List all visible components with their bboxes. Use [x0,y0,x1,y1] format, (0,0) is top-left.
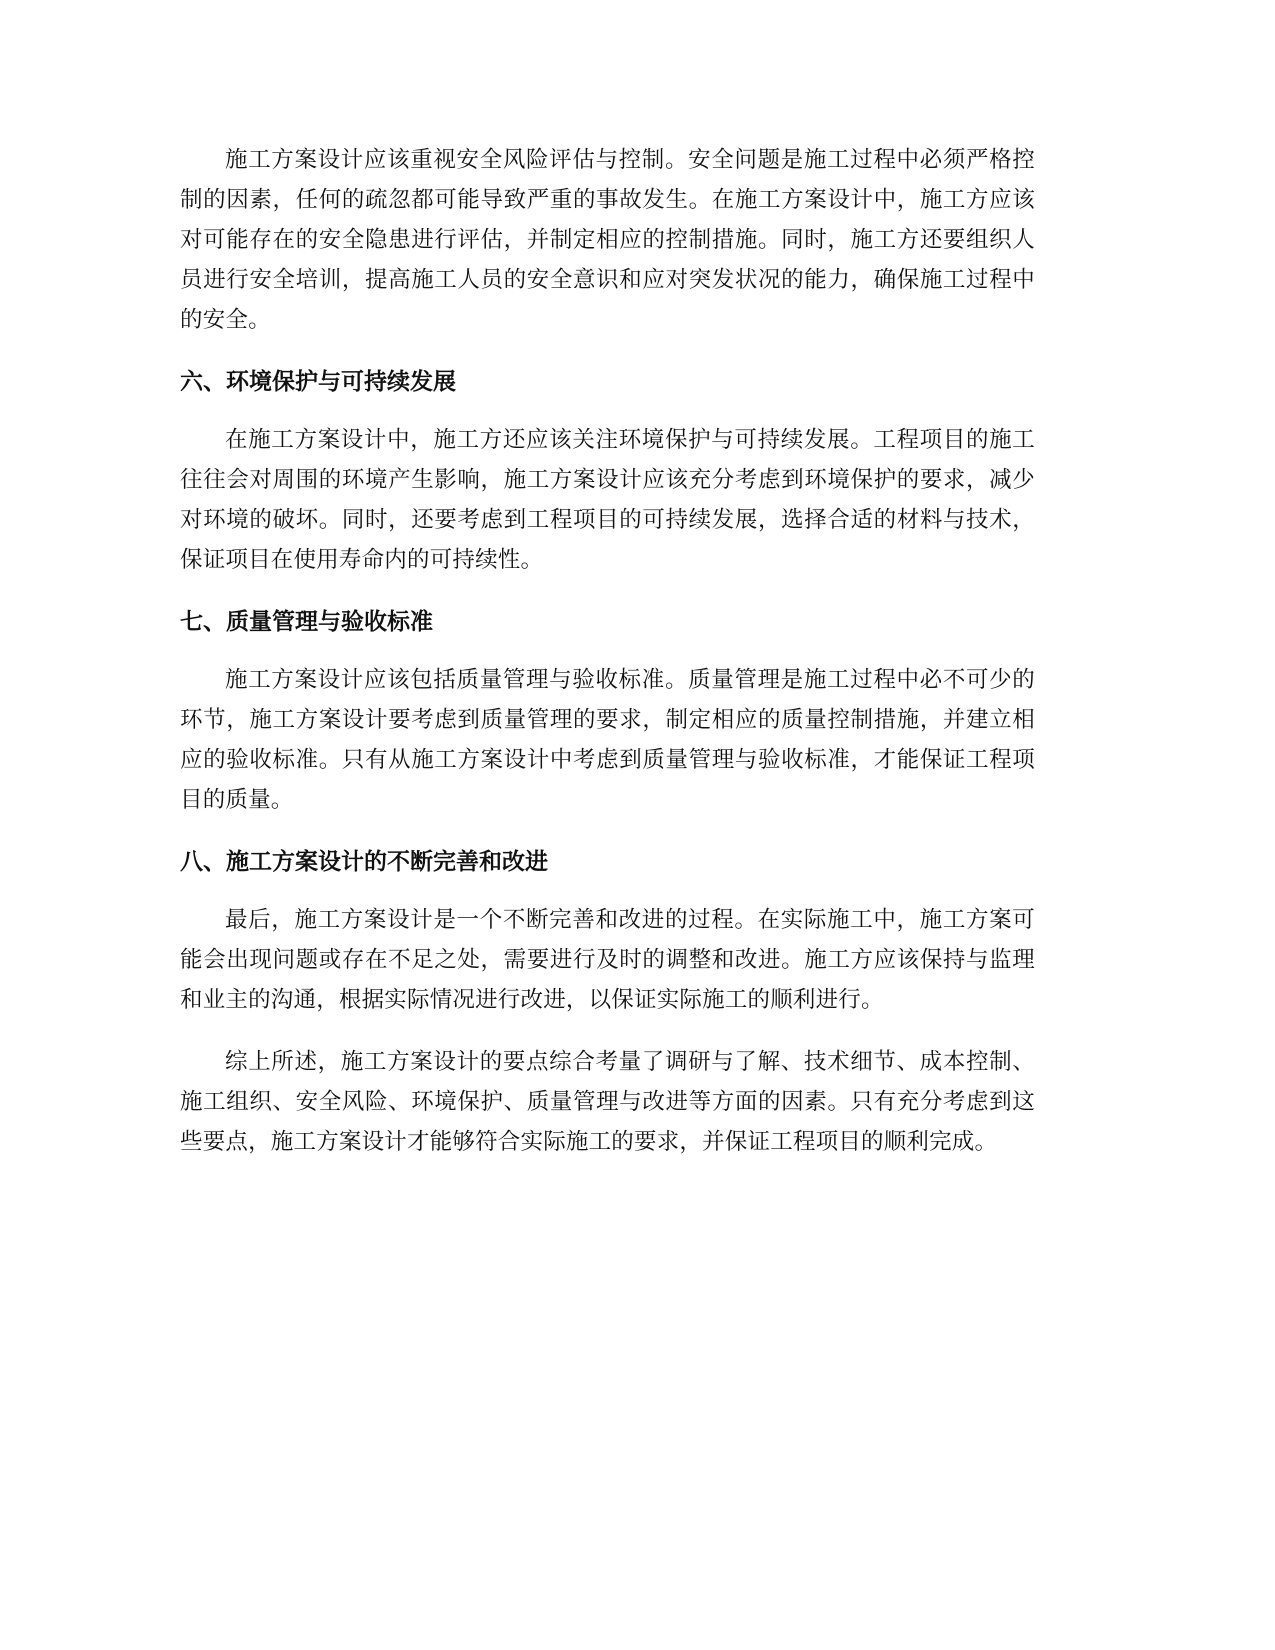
section-heading-environment: 六、环境保护与可持续发展 [180,369,456,395]
section-heading-quality: 七、质量管理与验收标准 [180,609,433,635]
paragraph-improvement: 最后，施工方案设计是一个不断完善和改进的过程。在实际施工中，施工方案可能会出现问题或存在不足之处，需要进行及时的调整和改进。施工方应该保持与监理和业主的沟通，根据实际情况进行改进，以保证实际施工的顺利进行。 [180,907,1035,1013]
paragraph-safety-risk: 施工方案设计应该重视安全风险评估与控制。安全问题是施工过程中必须严格控制的因素，任何的疏忽都可能导致严重的事故发生。在施工方案设计中，施工方应该对可能存在的安全隐患进行评估，并制定相应的控制措施。同时，施工方还要组织人员进行安全培训，提高施工人员的安全意识和应对突发状况的能力，确保施工过程中的安全。 [180,147,1035,333]
document-body [180,140,1035,1162]
paragraph-environment: 在施工方案设计中，施工方还应该关注环境保护与可持续发展。工程项目的施工往往会对周围的环境产生影响，施工方案设计应该充分考虑到环境保护的要求，减少对环境的破坏。同时，还要考虑到工程项目的可持续发展，选择合适的材料与技术，保证项目在使用寿命内的可持续性。 [180,427,1035,573]
section-heading-improvement: 八、施工方案设计的不断完善和改进 [180,849,548,875]
paragraph-summary: 综上所述，施工方案设计的要点综合考量了调研与了解、技术细节、成本控制、施工组织、安全风险、环境保护、质量管理与改进等方面的因素。只有充分考虑到这些要点，施工方案设计才能够符合实际施工的要求，并保证工程项目的顺利完成。 [180,1049,1035,1155]
paragraph-quality: 施工方案设计应该包括质量管理与验收标准。质量管理是施工过程中必不可少的环节，施工方案设计要考虑到质量管理的要求，制定相应的质量控制措施，并建立相应的验收标准。只有从施工方案设计中考虑到质量管理与验收标准，才能保证工程项目的质量。 [180,667,1035,813]
